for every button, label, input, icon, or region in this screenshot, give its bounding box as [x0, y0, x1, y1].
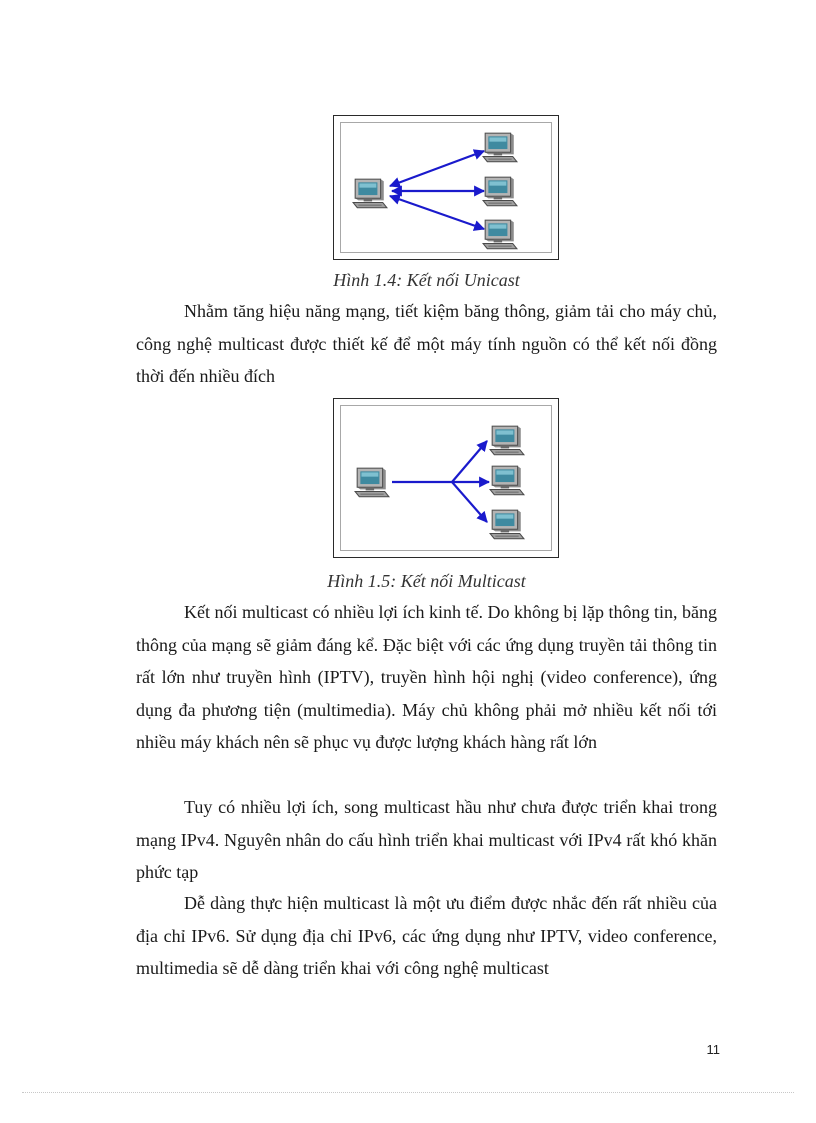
- target-computer-icon: [483, 220, 517, 249]
- multicast-diagram: [334, 399, 560, 559]
- paragraph-ipv6-advantage: Dễ dàng thực hiện multicast là một ưu điểm được nhắc đến rất nhiều của địa chỉ IPv6. Sử dụng địa chỉ IPv6, các ứng dụng như IPTV, video conference, multimedia sẽ dễ dàng triển khai với công nghệ multicast: [136, 893, 717, 979]
- target-computer-icon: [483, 133, 517, 162]
- source-computer-icon: [353, 179, 387, 208]
- multicast-arrow-top: [452, 441, 487, 482]
- target-computer-icon: [490, 510, 524, 539]
- unicast-arrow-top: [390, 151, 484, 186]
- page-number: 11: [706, 1042, 720, 1057]
- figure-caption-multicast: Hình 1.5: Kết nối Multicast: [327, 571, 526, 591]
- target-computer-icon: [490, 466, 524, 495]
- target-computer-icon: [490, 426, 524, 455]
- paragraph-multicast-intro: Nhằm tăng hiệu năng mạng, tiết kiệm băng thông, giảm tải cho máy chủ, công nghệ multicast được thiết kế để một máy tính nguồn có thể kết nối đồng thời đến nhiều đích: [136, 301, 717, 387]
- source-computer-icon: [355, 468, 389, 497]
- unicast-diagram: [334, 116, 560, 261]
- unicast-arrow-bottom: [390, 196, 484, 229]
- figure-unicast: [333, 115, 559, 260]
- target-computer-icon: [483, 177, 517, 206]
- figure-multicast: [333, 398, 559, 558]
- paragraph-ipv4-limitations: Tuy có nhiều lợi ích, song multicast hầu như chưa được triển khai trong mạng IPv4. Nguyên nhân do cấu hình triển khai multicast với IPv4 rất khó khăn phức tạp: [136, 797, 717, 883]
- footer-divider: [22, 1092, 794, 1093]
- paragraph-multicast-benefits: Kết nối multicast có nhiều lợi ích kinh tế. Do không bị lặp thông tin, băng thông của mạng sẽ giảm đáng kể. Đặc biệt với các ứng dụng truyền tải thông tin rất lớn như truyền hình (IPTV), truyền hình hội nghị (video conference), ứng dụng đa phương tiện (multimedia). Máy chủ không phải mở nhiều kết nối tới nhiều máy khách nên sẽ phục vụ được lượng khách hàng rất lớn: [136, 602, 717, 753]
- multicast-arrow-bottom: [452, 482, 487, 522]
- figure-caption-unicast: Hình 1.4: Kết nối Unicast: [333, 270, 520, 290]
